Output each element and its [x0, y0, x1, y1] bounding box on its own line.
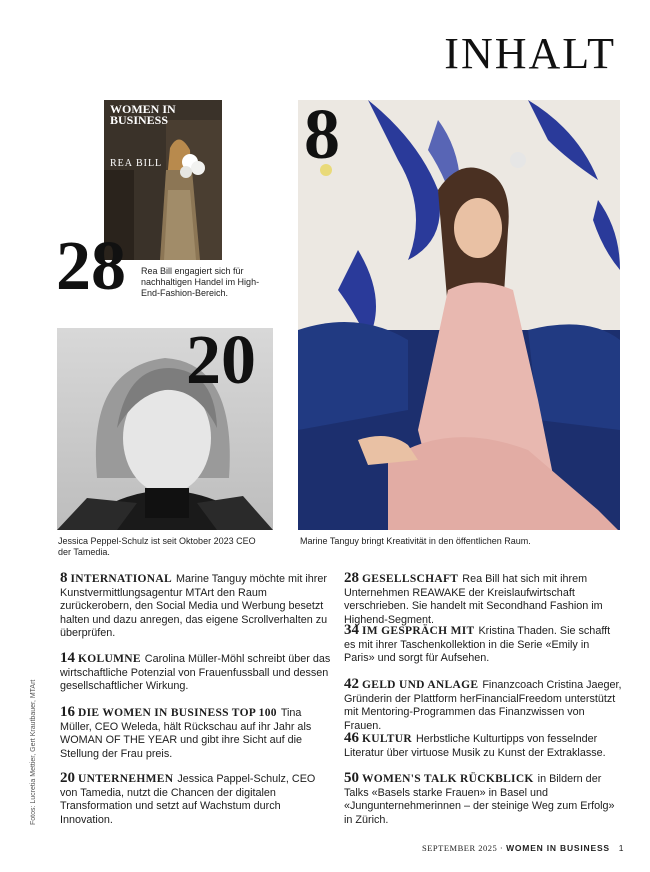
toc-page-number: 8	[60, 570, 68, 586]
toc-page-number: 28	[344, 570, 359, 586]
toc-entry[interactable]	[344, 772, 622, 827]
toc-heading: GELD UND ANLAGE	[362, 679, 479, 691]
footer-magazine: WOMEN IN BUSINESS	[506, 843, 610, 853]
toc-text: Carolina Müller-Möhl schreibt über das wirtschaftliche Potenzial von Frauenfussball und dessen gesellschaftlicher Wirkung.	[60, 653, 331, 693]
toc-entry[interactable]	[60, 772, 332, 827]
toc-page-number: 50	[344, 770, 359, 786]
footer-page-number: 1	[618, 843, 624, 853]
cover-magazine-name: WOMEN IN BUSINESS	[110, 102, 176, 127]
page-title: INHALT	[444, 29, 616, 78]
cover-name: REA BILL	[110, 158, 163, 169]
toc-entry[interactable]	[344, 678, 622, 733]
toc-text: in Bildern der Talks «Basels starke Frauen» in Basel und «Jungunternehmerinnen – der steinige Weg zum Erfolg» in Zürich.	[344, 773, 615, 826]
toc-text: Tina Müller, CEO Weleda, hält Rückschau auf ihr Jahr als WOMAN OF THE YEAR und gibt ihre Sicht auf die Stellung der Frau preis.	[60, 707, 312, 760]
toc-page-number: 14	[60, 650, 75, 666]
toc-heading: WOMEN'S TALK RÜCKBLICK	[362, 773, 534, 785]
toc-text: Finanzcoach Cristina Jaeger, Gründerin der Plattform herFinancialFreedom unterstützt mit Mentoring-Programmen das Finanzwissen von Frauen.	[344, 679, 622, 732]
portrait-caption: Jessica Peppel-Schulz ist seit Oktober 2023 CEO der Tamedia.	[58, 536, 256, 557]
footer-date: SEPTEMBER 2025 ·	[422, 843, 504, 853]
toc-entry[interactable]	[60, 572, 332, 641]
toc-heading: INTERNATIONAL	[70, 573, 172, 585]
photo-credit: Fotos: Lucretia Mettier, Gert Krautbauer, MTArt	[30, 679, 37, 825]
toc-text: Rea Bill hat sich mit ihrem Unternehmen REAWAKE der Kreislaufwirtschaft verschrieben. Sie handelt mit Secondhand Fashion im Highend-Segment.	[344, 573, 603, 626]
toc-page-number: 46	[344, 730, 359, 746]
toc-entry[interactable]	[344, 624, 622, 666]
toc-entry[interactable]	[344, 732, 622, 760]
toc-heading: KULTUR	[362, 733, 412, 745]
main-image	[298, 94, 620, 530]
toc-entry[interactable]	[60, 706, 332, 761]
toc-page-number: 20	[60, 770, 75, 786]
toc-entry[interactable]	[344, 572, 622, 627]
footer	[422, 843, 624, 853]
toc-heading: KOLUMNE	[78, 653, 141, 665]
toc-text: Marine Tanguy möchte mit ihrer Kunstvermittlungsagentur MTArt den Raum zurückerobern, den Social Media und Werbung besetzt halten und dazu anregen, das eigene Scrollverhalten zu überprüfen.	[60, 573, 328, 640]
toc-page-number: 34	[344, 622, 359, 638]
cover-caption: Rea Bill engagiert sich für nachhaltigen Handel im High-End-Fashion-Bereich.	[141, 266, 260, 298]
toc-page-number: 16	[60, 704, 75, 720]
page-number-8: 8	[304, 94, 340, 174]
toc-text: Jessica Pappel-Schulz, CEO von Tamedia, nutzt die Chancen der digitalen Transformation und setzt auf Wachstum durch Innovation.	[60, 773, 316, 826]
page-number-20: 20	[186, 322, 256, 399]
toc-heading: DIE WOMEN IN BUSINESS TOP 100	[78, 707, 277, 719]
toc-heading: GESELLSCHAFT	[362, 573, 459, 585]
toc-heading: IM GESPRÄCH MIT	[362, 625, 475, 637]
main-illustration	[298, 94, 620, 530]
toc-text: Kristina Thaden. Sie schafft es mit ihrer Taschenkollektion in die Serie «Emily in Paris» und sorgt für Aufsehen.	[344, 625, 611, 665]
toc-text: Herbstliche Kulturtipps von fesselnder Literatur über virtuose Musik zu Kunst der Extraklasse.	[344, 733, 606, 759]
toc-entry[interactable]	[60, 652, 332, 694]
toc-page-number: 42	[344, 676, 359, 692]
page-number-28: 28	[56, 228, 126, 305]
toc-heading: UNTERNEHMEN	[78, 773, 174, 785]
main-caption: Marine Tanguy bringt Kreativität in den öffentlichen Raum.	[300, 536, 531, 546]
